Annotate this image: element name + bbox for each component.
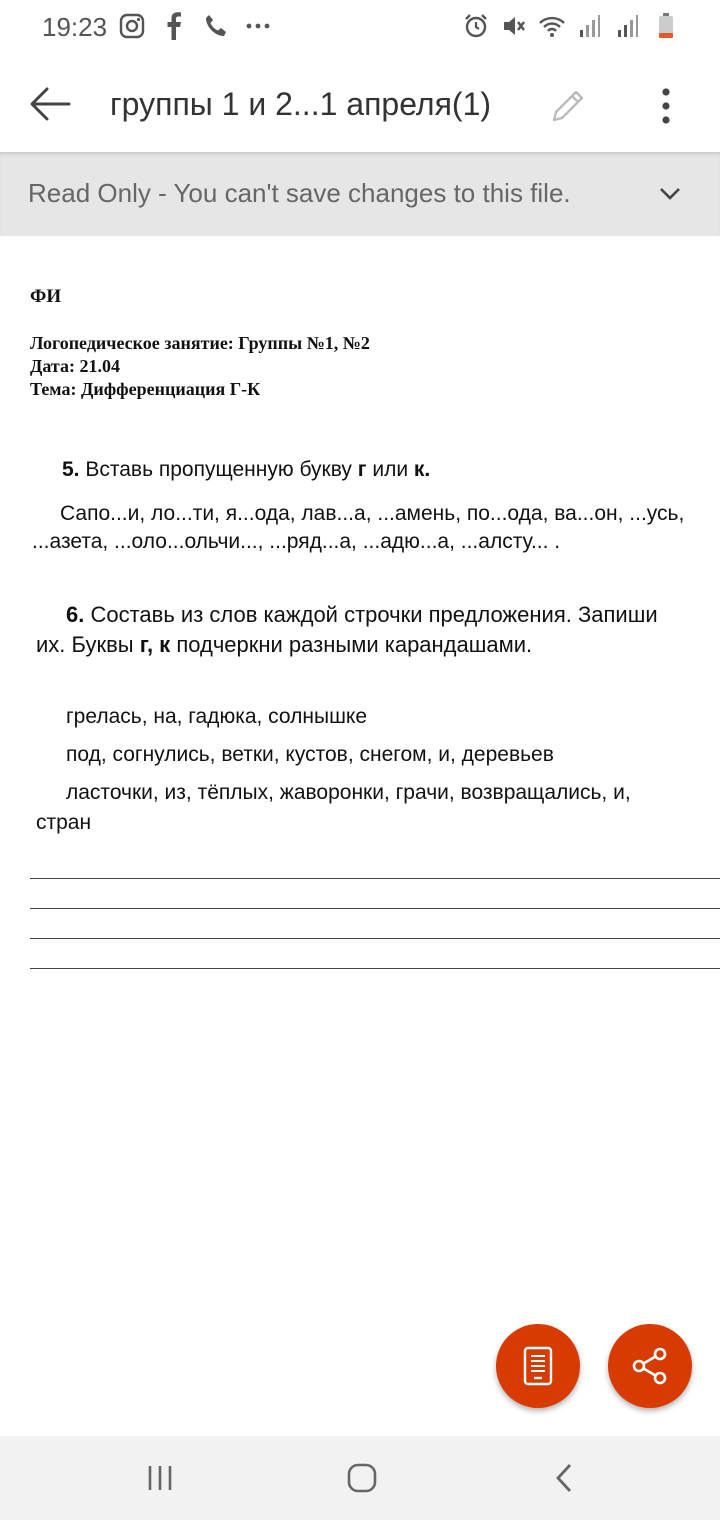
share-button[interactable] xyxy=(608,1324,692,1408)
app-bar xyxy=(0,56,720,152)
exercise-5-or: или xyxy=(372,458,409,481)
chevron-down-icon xyxy=(659,187,681,201)
status-time: 19:23 xyxy=(42,12,108,42)
answer-line xyxy=(30,938,720,939)
pencil-icon xyxy=(548,86,588,126)
document-page[interactable] xyxy=(0,236,720,1436)
system-navigation-bar xyxy=(0,1436,720,1520)
back-button[interactable] xyxy=(24,78,76,130)
banner-expand-button[interactable] xyxy=(654,178,686,210)
facebook-icon xyxy=(160,12,188,40)
exercise-5-number: 5. xyxy=(62,458,80,481)
system-back-button[interactable] xyxy=(542,1458,586,1498)
signal-icon xyxy=(576,12,604,40)
alarm-icon xyxy=(462,12,490,40)
more-options-button[interactable] xyxy=(642,78,690,134)
exercise-6-number: 6. xyxy=(66,602,85,627)
reading-view-button[interactable] xyxy=(496,1324,580,1408)
recent-apps-button[interactable] xyxy=(138,1458,182,1498)
exercise-5-letter-k: к. xyxy=(413,458,431,481)
phone-icon xyxy=(202,12,230,40)
exercise-6-text: Составь из слов каждой строчки предложения. Запиши их. Буквы xyxy=(36,602,658,657)
signal-icon-2 xyxy=(614,12,642,40)
recent-apps-icon xyxy=(146,1465,174,1491)
exercise-5-title xyxy=(62,458,430,482)
system-icons xyxy=(462,12,680,40)
document-title: группы 1 и 2...1 апреля(1) xyxy=(110,86,492,122)
answer-lines xyxy=(30,878,720,998)
read-only-banner[interactable] xyxy=(0,152,720,236)
doc-meta-line: Логопедическое занятие: Группы №1, №2 xyxy=(30,333,370,353)
doc-meta-line: Дата: 21.04 xyxy=(30,356,120,376)
mute-icon xyxy=(500,12,528,40)
edit-button[interactable] xyxy=(540,78,596,134)
share-icon xyxy=(630,1346,670,1386)
read-only-message: Read Only - You can't save changes to this file. xyxy=(28,178,571,208)
more-notifications-icon xyxy=(244,12,272,40)
home-icon xyxy=(346,1462,378,1494)
doc-fi: ФИ xyxy=(30,286,62,307)
reading-view-icon xyxy=(523,1346,553,1386)
answer-line xyxy=(30,908,720,909)
wifi-icon xyxy=(538,12,566,40)
answer-line xyxy=(30,968,720,969)
notification-icons xyxy=(118,12,272,40)
status-bar xyxy=(0,0,720,56)
exercise-5-body xyxy=(32,500,692,556)
exercise-6-letters: г, к xyxy=(139,632,171,657)
exercise-6-text-end: подчеркни разными карандашами. xyxy=(176,632,533,657)
exercise-5-text: Вставь пропущенную букву xyxy=(85,458,352,481)
answer-line xyxy=(30,878,720,879)
doc-meta-line: Тема: Дифференциация Г-К xyxy=(30,379,261,399)
exercise-5-letter-g: г xyxy=(357,458,367,481)
home-button[interactable] xyxy=(340,1458,384,1498)
sentence-1: грелась, на, гадюка, солнышке xyxy=(66,705,368,728)
chevron-left-icon xyxy=(554,1463,574,1493)
battery-icon xyxy=(652,12,680,40)
sentence-3: ласточки, из, тёплых, жаворонки, грачи, возвращались, и, стран xyxy=(36,781,631,834)
more-vertical-icon xyxy=(661,87,671,125)
exercise-6 xyxy=(36,600,686,660)
back-arrow-icon xyxy=(29,87,71,121)
sentence-2: под, согнулись, ветки, кустов, снегом, и, деревьев xyxy=(66,743,554,766)
exercise-5-words: Сапо...и, ло...ти, я...ода, лав...а, ...амень, по...ода, ва...он, ...усь, ...азета, ...оло...ольчи..., ...ряд...а, ...адю...а, ...алсту... . xyxy=(32,502,685,553)
doc-meta xyxy=(30,332,370,401)
instagram-icon xyxy=(118,12,146,40)
